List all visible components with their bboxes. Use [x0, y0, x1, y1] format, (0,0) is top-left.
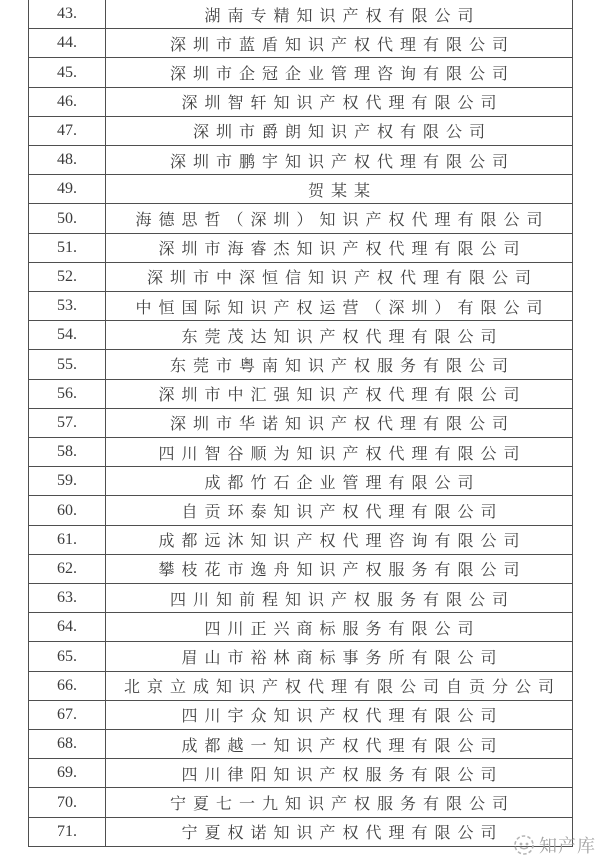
table-row	[29, 584, 572, 613]
company-name: 北京立成知识产权代理有限公司自贡分公司	[123, 679, 561, 697]
table-row	[29, 642, 572, 671]
table-row	[29, 526, 572, 555]
row-number: 48.	[29, 146, 106, 174]
row-number: 59.	[29, 467, 106, 495]
company-name: 自贡环泰知识产权代理有限公司	[181, 504, 504, 522]
table-row	[29, 818, 572, 846]
table-row	[29, 409, 572, 438]
company-name: 深圳市蓝盾知识产权代理有限公司	[169, 36, 515, 54]
company-name: 中恒国际知识产权运营（深圳）有限公司	[135, 299, 550, 317]
row-number: 69.	[29, 759, 106, 787]
row-number: 57.	[29, 409, 106, 437]
company-name: 深圳智轩知识产权代理有限公司	[181, 95, 504, 113]
table-row	[29, 350, 572, 379]
row-number: 68.	[29, 730, 106, 758]
table-row	[29, 117, 572, 146]
row-number: 44.	[29, 29, 106, 57]
row-number: 55.	[29, 350, 106, 378]
company-name: 眉山市裕林商标事务所有限公司	[181, 650, 504, 668]
company-name: 深圳市海睿杰知识产权代理有限公司	[158, 241, 527, 259]
company-name: 四川律阳知识产权服务有限公司	[181, 766, 504, 784]
table-row	[29, 58, 572, 87]
company-name: 湖南专精知识产权有限公司	[204, 7, 481, 25]
company-list-table	[28, 0, 573, 847]
company-name: 深圳市中深恒信知识产权代理有限公司	[146, 270, 538, 288]
company-name: 四川宇众知识产权代理有限公司	[181, 708, 504, 726]
table-row	[29, 788, 572, 817]
row-number: 65.	[29, 642, 106, 670]
table-row	[29, 613, 572, 642]
table-row	[29, 467, 572, 496]
row-number: 62.	[29, 555, 106, 583]
company-name: 贺某某	[307, 182, 377, 200]
company-name: 四川知前程知识产权服务有限公司	[169, 591, 515, 609]
company-name: 东莞茂达知识产权代理有限公司	[181, 328, 504, 346]
row-number: 64.	[29, 613, 106, 641]
row-number: 61.	[29, 526, 106, 554]
company-name: 深圳市企冠企业管理咨询有限公司	[169, 66, 515, 83]
row-number: 66.	[29, 672, 106, 700]
table-row	[29, 438, 572, 467]
company-name: 深圳市鹏宇知识产权代理有限公司	[169, 153, 515, 171]
table-row	[29, 88, 572, 117]
row-number: 47.	[29, 117, 106, 145]
row-number: 70.	[29, 788, 106, 816]
table-row	[29, 175, 572, 204]
company-name: 宁夏权诺知识产权代理有限公司	[181, 825, 504, 843]
company-name: 深圳市华诺知识产权代理有限公司	[169, 416, 515, 434]
table-row	[29, 496, 572, 525]
row-number: 51.	[29, 234, 106, 262]
row-number: 60.	[29, 496, 106, 524]
table-row	[29, 263, 572, 292]
table-row	[29, 759, 572, 788]
company-name: 成都远沐知识产权代理咨询有限公司	[158, 533, 527, 551]
row-number: 43.	[29, 0, 106, 28]
table-row	[29, 234, 572, 263]
company-name: 攀枝花市逸舟知识产权服务有限公司	[158, 562, 527, 580]
company-name: 成都竹石企业管理有限公司	[204, 474, 481, 492]
row-number: 71.	[29, 818, 106, 846]
row-number: 67.	[29, 701, 106, 729]
row-number: 50.	[29, 204, 106, 232]
table-row	[29, 380, 572, 409]
table-row	[29, 701, 572, 730]
row-number: 49.	[29, 175, 106, 203]
company-name: 四川正兴商标服务有限公司	[204, 620, 481, 638]
table-row	[29, 146, 572, 175]
table-row	[29, 29, 572, 58]
company-name: 海德思哲（深圳）知识产权代理有限公司	[135, 212, 550, 230]
company-name: 东莞市粤南知识产权服务有限公司	[169, 358, 515, 376]
row-number: 63.	[29, 584, 106, 612]
table-row	[29, 555, 572, 584]
watermark	[513, 832, 596, 858]
table-row	[29, 321, 572, 350]
table-row	[29, 204, 572, 233]
row-number: 58.	[29, 438, 106, 466]
company-name: 四川智谷顺为知识产权代理有限公司	[158, 445, 527, 463]
watermark-label: 知产库	[539, 836, 596, 856]
row-number: 45.	[29, 58, 106, 86]
row-number: 54.	[29, 321, 106, 349]
table-row	[29, 292, 572, 321]
row-number: 46.	[29, 88, 106, 116]
row-number: 52.	[29, 263, 106, 291]
row-number: 53.	[29, 292, 106, 320]
table-row	[29, 0, 572, 29]
company-name: 成都越一知识产权代理有限公司	[181, 737, 504, 755]
table-row	[29, 672, 572, 701]
row-number: 56.	[29, 380, 106, 408]
company-name: 深圳市爵朗知识产权有限公司	[192, 124, 492, 142]
zhichanku-logo-icon	[513, 834, 535, 856]
company-name: 深圳市中汇强知识产权代理有限公司	[158, 387, 527, 405]
table-row	[29, 730, 572, 759]
company-name: 宁夏七一九知识产权服务有限公司	[169, 796, 515, 814]
